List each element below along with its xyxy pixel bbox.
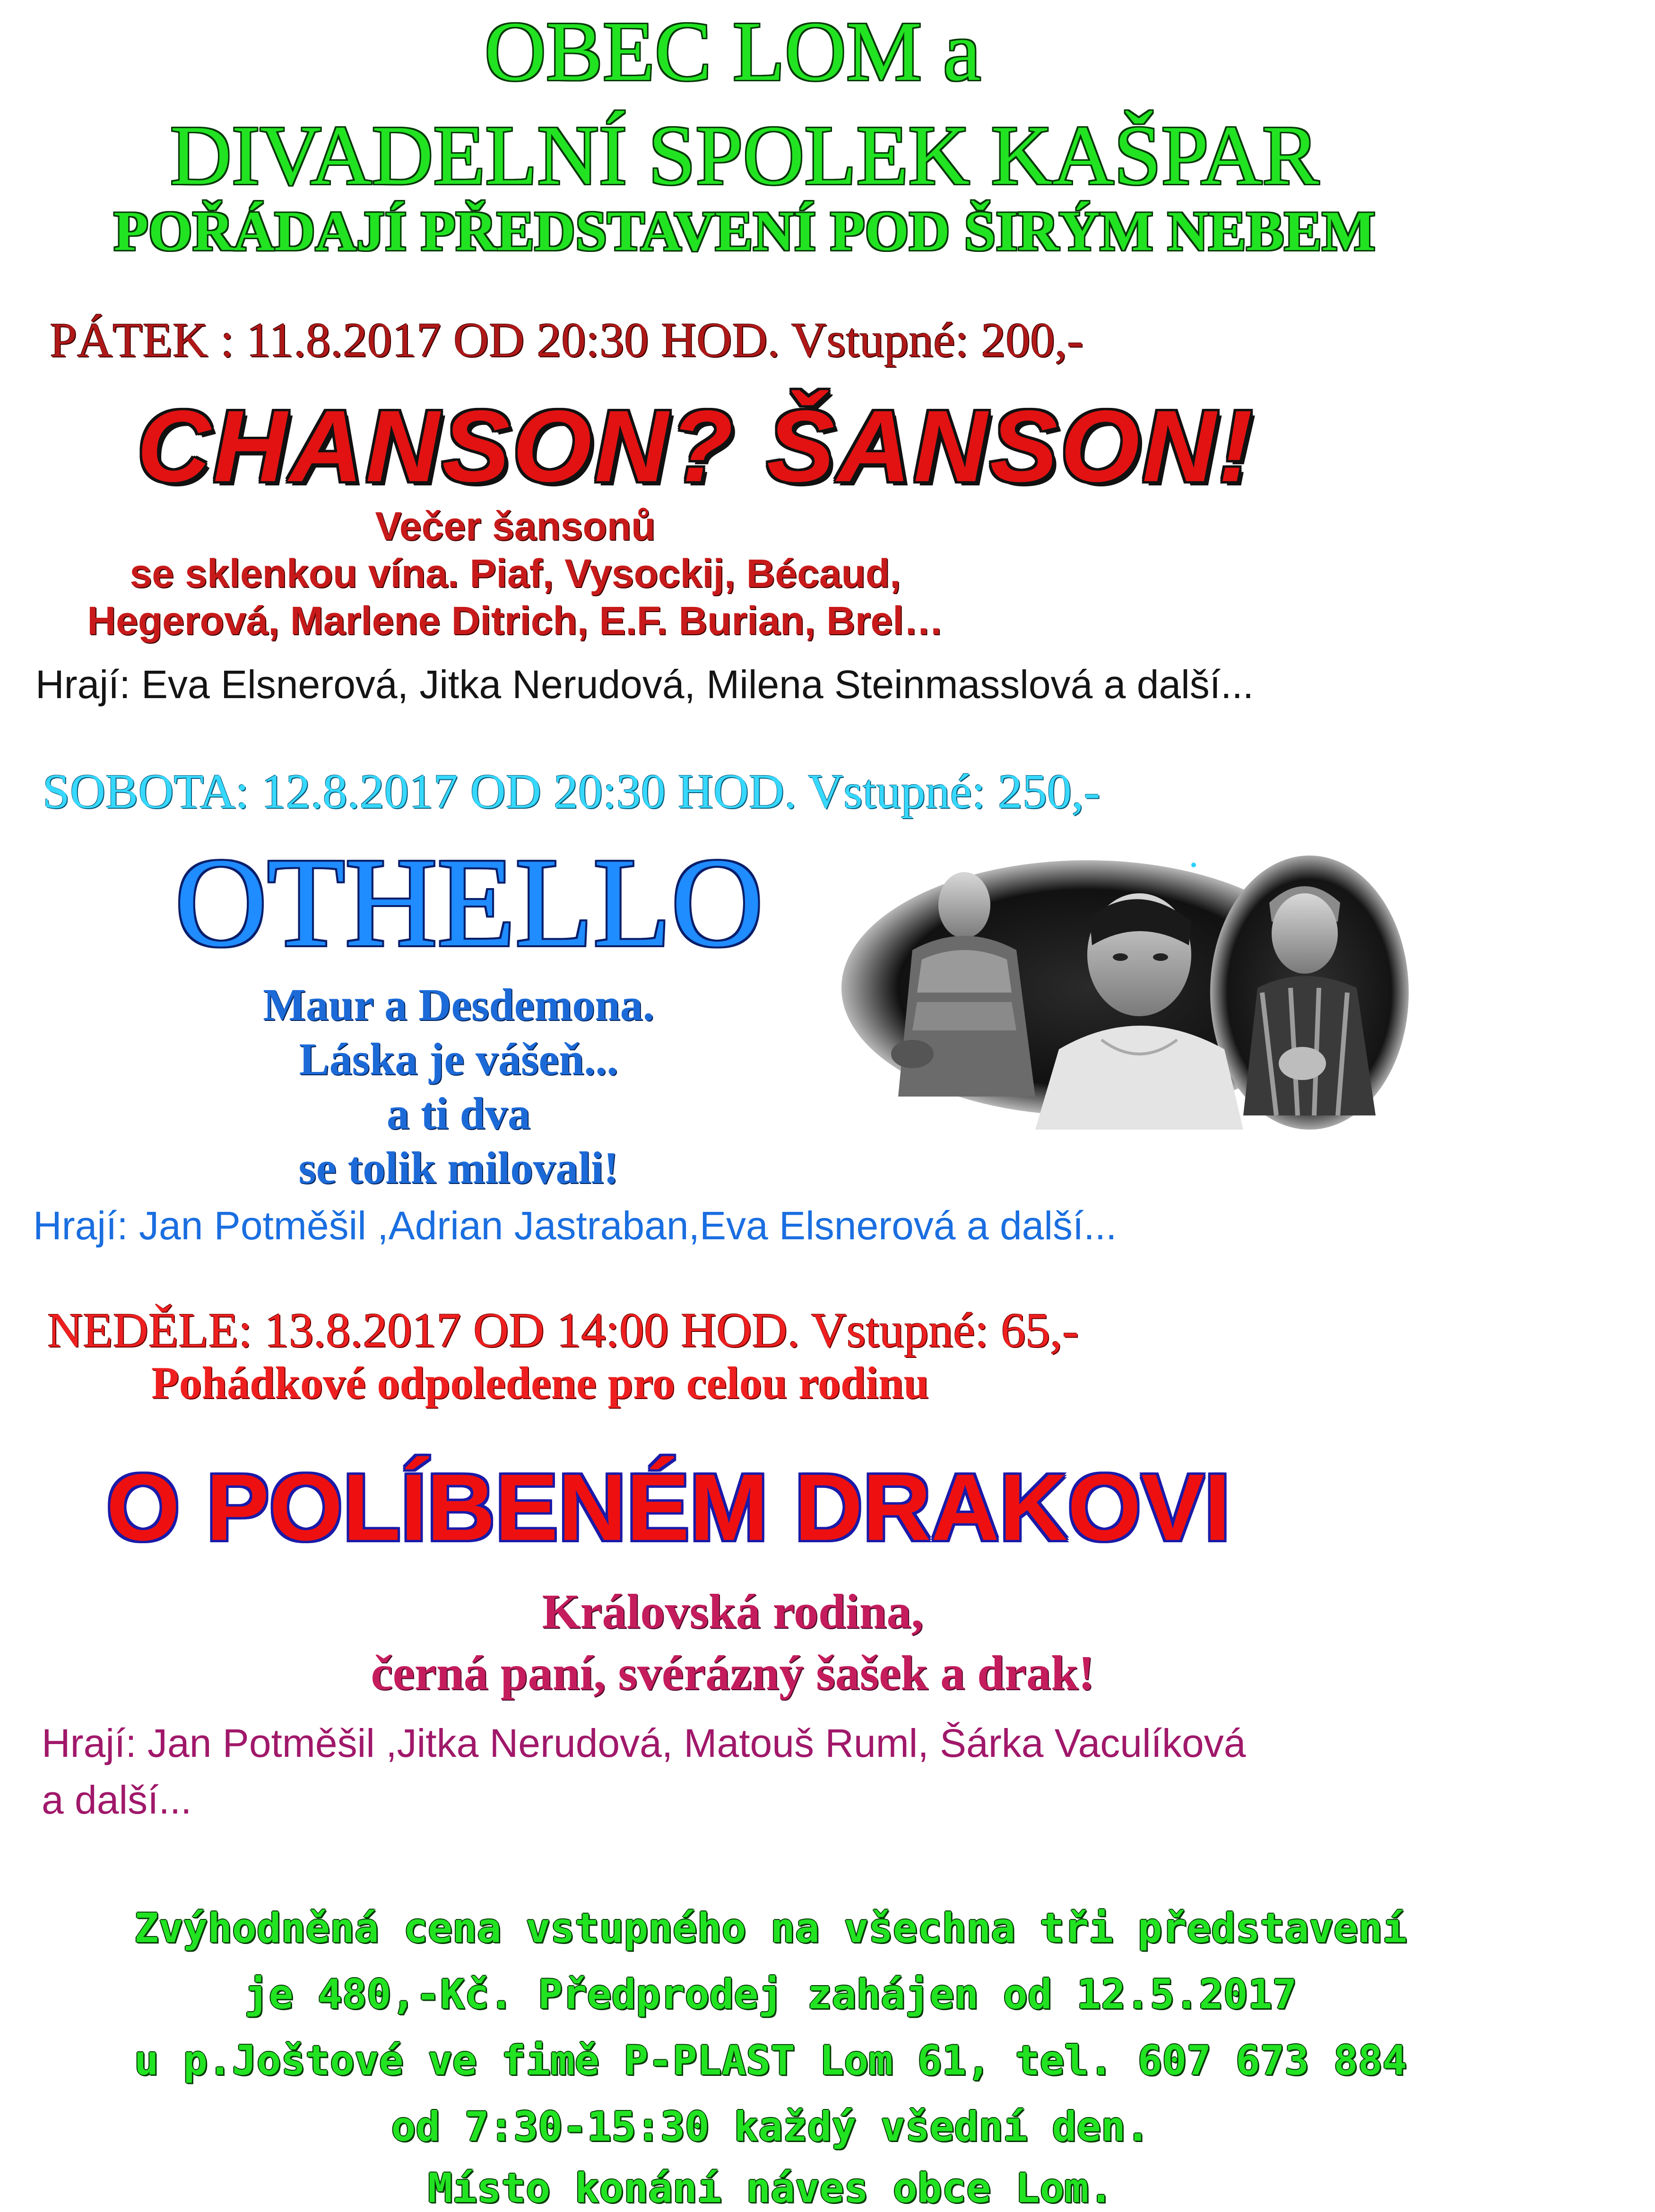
footer-presale-line: je 480,-Kč. Předprodej zahájen od 12.5.2017 [244,1971,1297,2018]
sunday-cast: Hrají: Jan Potměšil ,Jitka Nerudová, Matouš Ruml, Šárka Vaculíková [42,1721,1246,1765]
footer-price-line: Zvýhodněná cena vstupného na všechna tři představení [134,1905,1407,1952]
header-theatre-name: DIVADELNÍ SPOLEK KAŠPAR [170,108,1319,202]
saturday-description-line: a ti dva [386,1088,531,1139]
saturday-description-line: Láska je vášeň... [299,1034,618,1084]
saturday-date-line: SOBOTA: 12.8.2017 OD 20:30 HOD. Vstupné: 250,- [43,764,1100,819]
sunday-description-line: černá paní, svérázný šašek a drak! [371,1646,1095,1700]
saturday-description-line: Maur a Desdemona. [263,979,654,1030]
footer-hours-line: od 7:30-15:30 každý všední den. [391,2103,1150,2151]
sunday-description-line: Královská rodina, [542,1584,924,1639]
friday-description-line: Večer šansonů [375,504,656,548]
footer-contact-line: u p.Joštové ve fimě P-PLAST Lom 61, tel. 607 673 884 [134,2037,1407,2084]
header-organizer-line: OBEC LOM a [485,4,981,98]
friday-description-line: Hegerová, Marlene Ditrich, E.F. Burian, Brel… [87,598,944,643]
friday-cast: Hrají: Eva Elsnerová, Jitka Nerudová, Milena Steinmasslová a další... [35,662,1254,707]
sunday-show-title: O POLÍBENÉM DRAKOVI [106,1455,1230,1560]
othello-actors-photo [837,851,1413,1130]
header-announcement: POŘÁDAJÍ PŘEDSTAVENÍ POD ŠIRÝM NEBEM [113,199,1376,262]
saturday-cast: Hrají: Jan Potměšil ,Adrian Jastraban,Eva Elsnerová a další... [33,1203,1117,1248]
footer-venue-line: Místo konání náves obce Lom. [428,2165,1113,2212]
saturday-description-line: se tolik milovali! [298,1142,619,1193]
friday-date-line: PÁTEK : 11.8.2017 OD 20:30 HOD. Vstupné: 200,- [50,313,1083,367]
friday-show-title: CHANSON? ŠANSON! [137,389,1256,503]
sunday-subtitle: Pohádkové odpoledene pro celou rodinu [151,1357,929,1408]
sunday-cast-continued: a další... [42,1778,192,1822]
friday-description-line: se sklenkou vína. Piaf, Vysockij, Bécaud, [130,551,901,596]
sunday-date-line: NEDĚLE: 13.8.2017 OD 14:00 HOD. Vstupné: 65,- [47,1303,1079,1357]
saturday-show-title: OTHELLO [175,832,763,973]
